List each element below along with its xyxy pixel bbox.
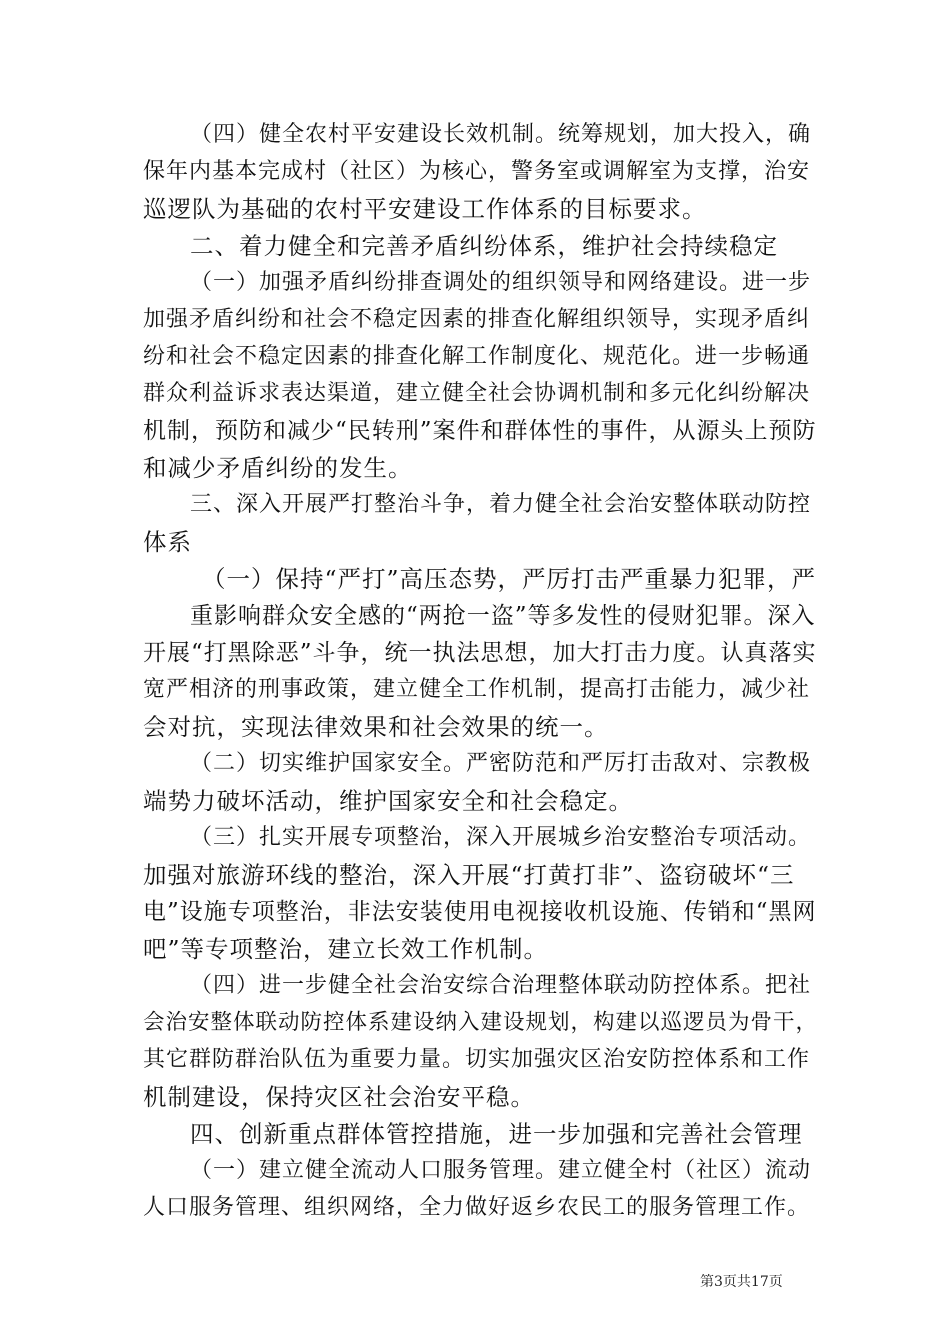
text-line: 开展“打黑除恶”斗争，统一执法思想，加大打击力度。认真落实 — [143, 640, 817, 666]
text-line: 人口服务管理、组织网络，全力做好返乡农民工的服务管理工作。 — [143, 1195, 811, 1220]
text-line: 巡逻队为基础的农村平安建设工作体系的目标要求。 — [143, 195, 707, 223]
text-line: 纷和社会不稳定因素的排查化解工作制度化、规范化。进一步畅通 — [143, 344, 811, 369]
text-line: 加强对旅游环线的整治，深入开展“打黄打非”、盗窃破坏“三 — [143, 861, 795, 889]
section-heading: 体系 — [143, 528, 192, 556]
text-line: （一）加强矛盾纠纷排查调处的组织领导和网络建设。进一步 — [190, 270, 812, 295]
text-line: （一）建立健全流动人口服务管理。建立健全村（社区）流动 — [190, 1158, 812, 1183]
text-line: 机制，预防和减少“民转刑”案件和群体性的事件，从源头上预防 — [143, 418, 817, 444]
text-line: （四）健全农村平安建设长效机制。统筹规划，加大投入，确 — [190, 122, 812, 147]
text-line: 和减少矛盾纠纷的发生。 — [143, 454, 413, 482]
text-line: 电”设施专项整治，非法安装使用电视接收机设施、传销和“黑网 — [143, 899, 817, 925]
text-line: 会治安整体联动防控体系建设纳入建设规划，构建以巡逻员为骨干， — [143, 1010, 819, 1035]
text-line: （二）切实维护国家安全。严密防范和严厉打击敌对、宗教极 — [190, 751, 812, 776]
section-heading: 四、创新重点群体管控措施，进一步加强和完善社会管理 — [190, 1120, 803, 1148]
text-line: 保年内基本完成村（社区）为核心，警务室或调解室为支撑，治安 — [143, 159, 811, 184]
text-line: （一）保持“严打”高压态势，严厉打击严重暴力犯罪，严 — [202, 565, 817, 593]
text-line: （三）扎实开展专项整治，深入开展城乡治安整治专项活动。 — [190, 825, 812, 850]
text-line: 吧”等专项整治，建立长效工作机制。 — [143, 935, 549, 963]
text-line: 宽严相济的刑事政策，建立健全工作机制，提高打击能力，减少社 — [143, 677, 811, 702]
section-heading: 二、着力健全和完善矛盾纠纷体系，维护社会持续稳定 — [190, 232, 778, 260]
text-line: （四）进一步健全社会治安综合治理整体联动防控体系。把社 — [190, 973, 812, 998]
section-heading: 三、深入开展严打整治斗争，着力健全社会治安整体联动防控 — [190, 492, 812, 517]
page-number: 第3页共17页 — [700, 1274, 783, 1290]
text-line: 其它群防群治队伍为重要力量。切实加强灾区治安防控体系和工作 — [143, 1047, 811, 1072]
text-line: 机制建设，保持灾区社会治安平稳。 — [143, 1083, 535, 1111]
text-line: 端势力破坏活动，维护国家安全和社会稳定。 — [143, 787, 633, 815]
text-line: 群众利益诉求表达渠道，建立健全社会协调机制和多元化纠纷解决 — [143, 381, 811, 406]
text-line: 重影响群众安全感的“两抢一盗”等多发性的侵财犯罪。深入 — [190, 603, 816, 629]
text-line: 会对抗，实现法律效果和社会效果的统一。 — [143, 713, 609, 741]
text-line: 加强矛盾纠纷和社会不稳定因素的排查化解组织领导，实现矛盾纠 — [143, 307, 811, 332]
